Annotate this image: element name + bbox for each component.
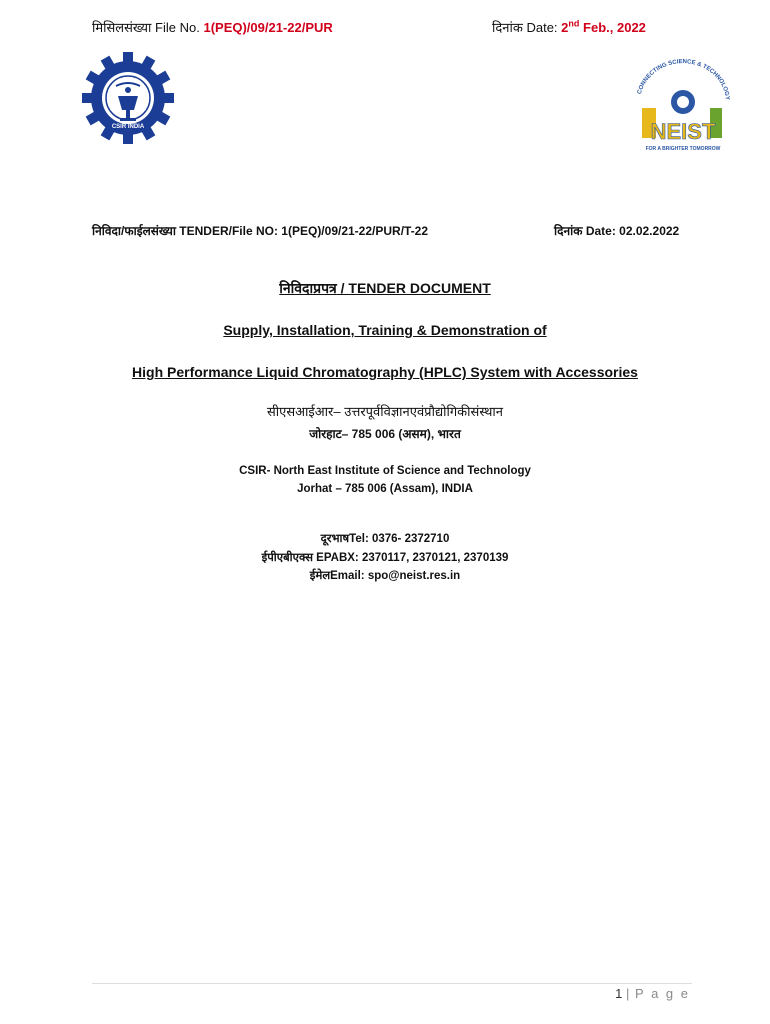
document-title bbox=[0, 279, 770, 298]
file-number-header bbox=[92, 18, 333, 36]
page-number: 1 bbox=[615, 986, 623, 1001]
page-label: P a g e bbox=[635, 986, 690, 1001]
neist-logo bbox=[626, 58, 738, 158]
csir-logo-text: CSIR INDIA bbox=[111, 124, 145, 130]
footer-divider bbox=[92, 983, 692, 984]
file-value: 1(PEQ)/09/21-22/PUR bbox=[203, 20, 333, 35]
title-separator: / bbox=[336, 280, 349, 296]
date-header bbox=[492, 18, 646, 36]
institute-english-address: Jorhat – 785 006 (Assam), INDIA bbox=[297, 483, 473, 495]
date-day: 2 bbox=[561, 20, 569, 35]
file-hindi: मिसिलसंख्या bbox=[92, 20, 152, 35]
file-label: File No. bbox=[155, 20, 200, 35]
tender-file-text: TENDER/File NO: 1(PEQ)/09/21-22/PUR/T-22 bbox=[179, 224, 429, 238]
tender-file-hindi: निविदा/फाईलसंख्या bbox=[92, 224, 176, 238]
institute-hindi-address: जोरहाट– 785 006 (असम), भारत bbox=[309, 427, 461, 441]
institute-english-name: CSIR- North East Institute of Science and Technology bbox=[239, 465, 531, 477]
institute-hindi-name: सीएसआईआर– उत्तरपूर्वविज्ञानएवंप्रौद्योगिकीसंस्थान bbox=[266, 404, 504, 419]
page-separator: | bbox=[626, 986, 632, 1001]
contact-epabx: ईपीएबीएक्स EPABX: 2370117, 2370121, 2370139 bbox=[261, 552, 509, 564]
tender-date-line bbox=[554, 222, 679, 239]
contact-telephone: दूरभाषTel: 0376- 2372710 bbox=[320, 533, 450, 545]
neist-name: NEIST bbox=[650, 119, 716, 144]
neist-arc-text: CONNECTING SCIENCE & TECHNOLOGY bbox=[636, 59, 730, 101]
title-hindi: निविदाप्रपत्र bbox=[279, 280, 337, 296]
csir-logo bbox=[82, 52, 174, 144]
date-label: Date: bbox=[526, 20, 558, 35]
page-footer bbox=[615, 986, 690, 1001]
neist-tagline: FOR A BRIGHTER TOMORROW bbox=[645, 146, 721, 152]
tender-file-line bbox=[92, 222, 428, 239]
tender-date-text: Date: 02.02.2022 bbox=[585, 224, 680, 238]
tender-date-hindi: दिनांक bbox=[554, 224, 583, 238]
contact-email: ईमेलEmail: spo@neist.res.in bbox=[309, 570, 461, 582]
subtitle-line-1: Supply, Installation, Training & Demonstration of bbox=[223, 322, 547, 338]
date-sup: nd bbox=[568, 18, 580, 29]
title-english: TENDER DOCUMENT bbox=[348, 280, 491, 296]
subtitle-line-2: High Performance Liquid Chromatography (HPLC) System with Accessories bbox=[132, 364, 638, 380]
date-hindi: दिनांक bbox=[492, 20, 523, 35]
date-rest: Feb., 2022 bbox=[583, 20, 646, 35]
